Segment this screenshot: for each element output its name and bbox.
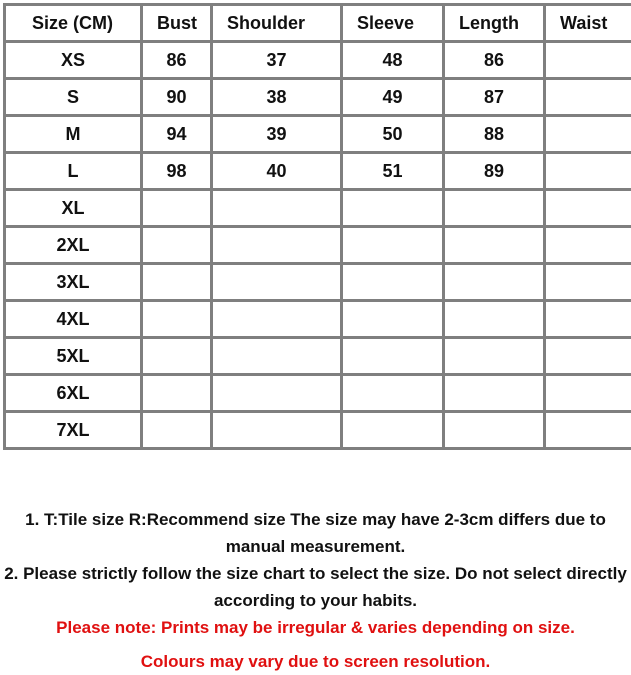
- column-header: Shoulder: [212, 5, 342, 42]
- size-label-cell: XS: [5, 42, 142, 79]
- measurement-cell: [545, 264, 631, 301]
- measurement-cell: [212, 227, 342, 264]
- measurement-cell: 94: [142, 116, 212, 153]
- measurement-cell: [545, 42, 631, 79]
- column-header: Waist: [545, 5, 631, 42]
- size-label-cell: 2XL: [5, 227, 142, 264]
- size-label-cell: 5XL: [5, 338, 142, 375]
- measurement-cell: 90: [142, 79, 212, 116]
- measurement-cell: [212, 301, 342, 338]
- measurement-cell: [342, 190, 444, 227]
- measurement-cell: [342, 301, 444, 338]
- measurement-cell: [212, 412, 342, 449]
- table-row: [5, 301, 631, 338]
- measurement-cell: [342, 227, 444, 264]
- measurement-cell: [545, 190, 631, 227]
- measurement-cell: 37: [212, 42, 342, 79]
- note-follow-chart: 2. Please strictly follow the size chart to select the size. Do not select directly according to your habits.: [0, 560, 631, 614]
- measurement-cell: [545, 338, 631, 375]
- measurement-cell: 38: [212, 79, 342, 116]
- size-label-cell: 7XL: [5, 412, 142, 449]
- column-header: Bust: [142, 5, 212, 42]
- measurement-cell: [444, 301, 545, 338]
- note-measurement: 1. T:Tile size R:Recommend size The size may have 2-3cm differs due to manual measurement.: [0, 506, 631, 560]
- measurement-cell: [342, 264, 444, 301]
- column-header: Length: [444, 5, 545, 42]
- measurement-cell: [342, 375, 444, 412]
- table-row: [5, 264, 631, 301]
- measurement-cell: [342, 338, 444, 375]
- measurement-cell: [142, 338, 212, 375]
- table-row: [5, 375, 631, 412]
- measurement-cell: 49: [342, 79, 444, 116]
- table-row: [5, 190, 631, 227]
- measurement-cell: [142, 190, 212, 227]
- measurement-cell: 89: [444, 153, 545, 190]
- measurement-cell: [142, 301, 212, 338]
- measurement-cell: 87: [444, 79, 545, 116]
- warning-prints: Please note: Prints may be irregular & varies depending on size.: [0, 614, 631, 641]
- measurement-cell: [142, 412, 212, 449]
- size-label-cell: XL: [5, 190, 142, 227]
- table-row: [5, 153, 631, 190]
- measurement-cell: 48: [342, 42, 444, 79]
- table-row: [5, 338, 631, 375]
- size-label-cell: 6XL: [5, 375, 142, 412]
- measurement-cell: 51: [342, 153, 444, 190]
- measurement-cell: [444, 227, 545, 264]
- measurement-cell: [212, 375, 342, 412]
- measurement-cell: [142, 227, 212, 264]
- measurement-cell: 98: [142, 153, 212, 190]
- measurement-cell: [545, 79, 631, 116]
- column-header: Size (CM): [5, 5, 142, 42]
- measurement-cell: [342, 412, 444, 449]
- table-row: [5, 79, 631, 116]
- measurement-cell: 86: [444, 42, 545, 79]
- measurement-cell: [212, 190, 342, 227]
- measurement-cell: [142, 375, 212, 412]
- size-label-cell: 4XL: [5, 301, 142, 338]
- measurement-cell: [444, 190, 545, 227]
- measurement-cell: [444, 264, 545, 301]
- table-row: [5, 42, 631, 79]
- size-chart-table: [3, 3, 631, 450]
- size-label-cell: S: [5, 79, 142, 116]
- table-row: [5, 412, 631, 449]
- measurement-cell: [444, 338, 545, 375]
- size-label-cell: L: [5, 153, 142, 190]
- size-label-cell: M: [5, 116, 142, 153]
- measurement-cell: [545, 301, 631, 338]
- measurement-cell: [545, 227, 631, 264]
- measurement-cell: [444, 375, 545, 412]
- measurement-cell: [212, 264, 342, 301]
- measurement-cell: [444, 412, 545, 449]
- warning-colours: Colours may vary due to screen resolution.: [0, 648, 631, 675]
- measurement-cell: [142, 264, 212, 301]
- size-label-cell: 3XL: [5, 264, 142, 301]
- measurement-cell: 88: [444, 116, 545, 153]
- measurement-cell: 39: [212, 116, 342, 153]
- measurement-cell: [212, 338, 342, 375]
- measurement-cell: 50: [342, 116, 444, 153]
- table-row: [5, 227, 631, 264]
- measurement-cell: 86: [142, 42, 212, 79]
- measurement-cell: [545, 116, 631, 153]
- table-row: [5, 116, 631, 153]
- measurement-cell: [545, 153, 631, 190]
- column-header: Sleeve: [342, 5, 444, 42]
- measurement-cell: [545, 375, 631, 412]
- table-header-row: [5, 5, 631, 42]
- measurement-cell: 40: [212, 153, 342, 190]
- measurement-cell: [545, 412, 631, 449]
- notes-section: [0, 506, 631, 675]
